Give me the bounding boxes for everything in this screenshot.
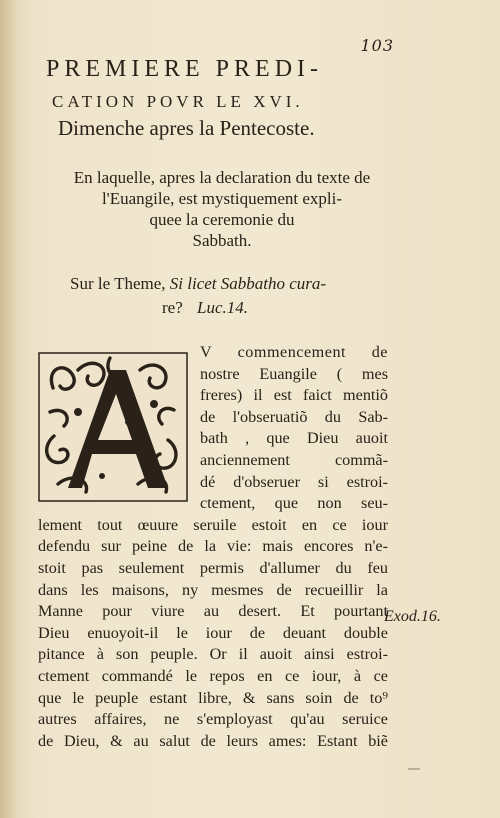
body-line: dé d'obseruer si estroi- <box>200 472 388 491</box>
heading-line-1: PREMIERE PREDI- <box>46 56 324 82</box>
body-line: ctement commandé le repos en ce iour, à ce <box>38 666 388 685</box>
body-line: Manne pour viure au desert. Et pourtant <box>38 602 388 621</box>
body-line: de Dieu, & au salut de leurs ames: Estant biẽ <box>38 731 388 750</box>
summary-line: quee la ceremonie du <box>149 210 295 229</box>
body-line: stoit pas seulement permis d'allumer du feu <box>38 558 388 577</box>
sermon-summary <box>42 167 402 251</box>
body-line: freres) il est faict mentiõ <box>200 386 388 405</box>
body-line: que le peuple estant libre, & sans soin de to⁹ <box>38 688 388 707</box>
theme-quote-1: Si licet Sabbatho cura- <box>169 274 327 293</box>
theme-reference: Luc.14. <box>197 298 249 317</box>
body-line: bath , que Dieu auoit <box>200 429 388 448</box>
theme-prefix: Sur le Theme, <box>70 274 166 293</box>
sermon-theme <box>70 272 390 320</box>
body-line: lement tout œuure seruile estoit en ce iour <box>38 515 388 534</box>
page-gutter <box>0 0 18 818</box>
summary-line: l'Euangile, est mystiquement expli- <box>101 189 343 208</box>
margin-note-exodus: Exod.16. <box>384 608 441 625</box>
page-number: 103 <box>360 36 394 55</box>
theme-line-1 <box>70 272 390 296</box>
body-line: ctement, que non seu- <box>200 494 388 513</box>
heading-line-2: CATION POVR LE XVI. <box>52 92 304 111</box>
body-line: pitance à son peuple. Or il auoit ainsi estroi- <box>38 645 388 664</box>
heading-line-3: Dimenche apres la Pentecoste. <box>58 116 315 140</box>
summary-line: En laquelle, apres la declaration du texte de <box>73 168 371 187</box>
body-line: dans les maisons, ny mesmes de recueillir la <box>38 580 388 599</box>
body-line: autres affaires, ne s'employast qu'au seruice <box>38 710 388 729</box>
body-line: Dieu enuoyoit-il le iour de deuant double <box>38 623 388 642</box>
body-line: nostre Euangile ( mes <box>200 364 388 383</box>
theme-line-2 <box>70 296 390 320</box>
body-line: defendu sur peine de la vie: mais encores n'e- <box>38 537 388 556</box>
sermon-body <box>38 342 388 752</box>
ink-smudge <box>408 768 420 770</box>
body-line: anciennement commã- <box>200 450 388 469</box>
theme-quote-2: re? <box>162 298 183 317</box>
summary-line: Sabbath. <box>192 231 252 250</box>
body-line: de l'obseruatiõ du Sab- <box>200 407 388 426</box>
body-line: V commencement de <box>200 343 388 361</box>
